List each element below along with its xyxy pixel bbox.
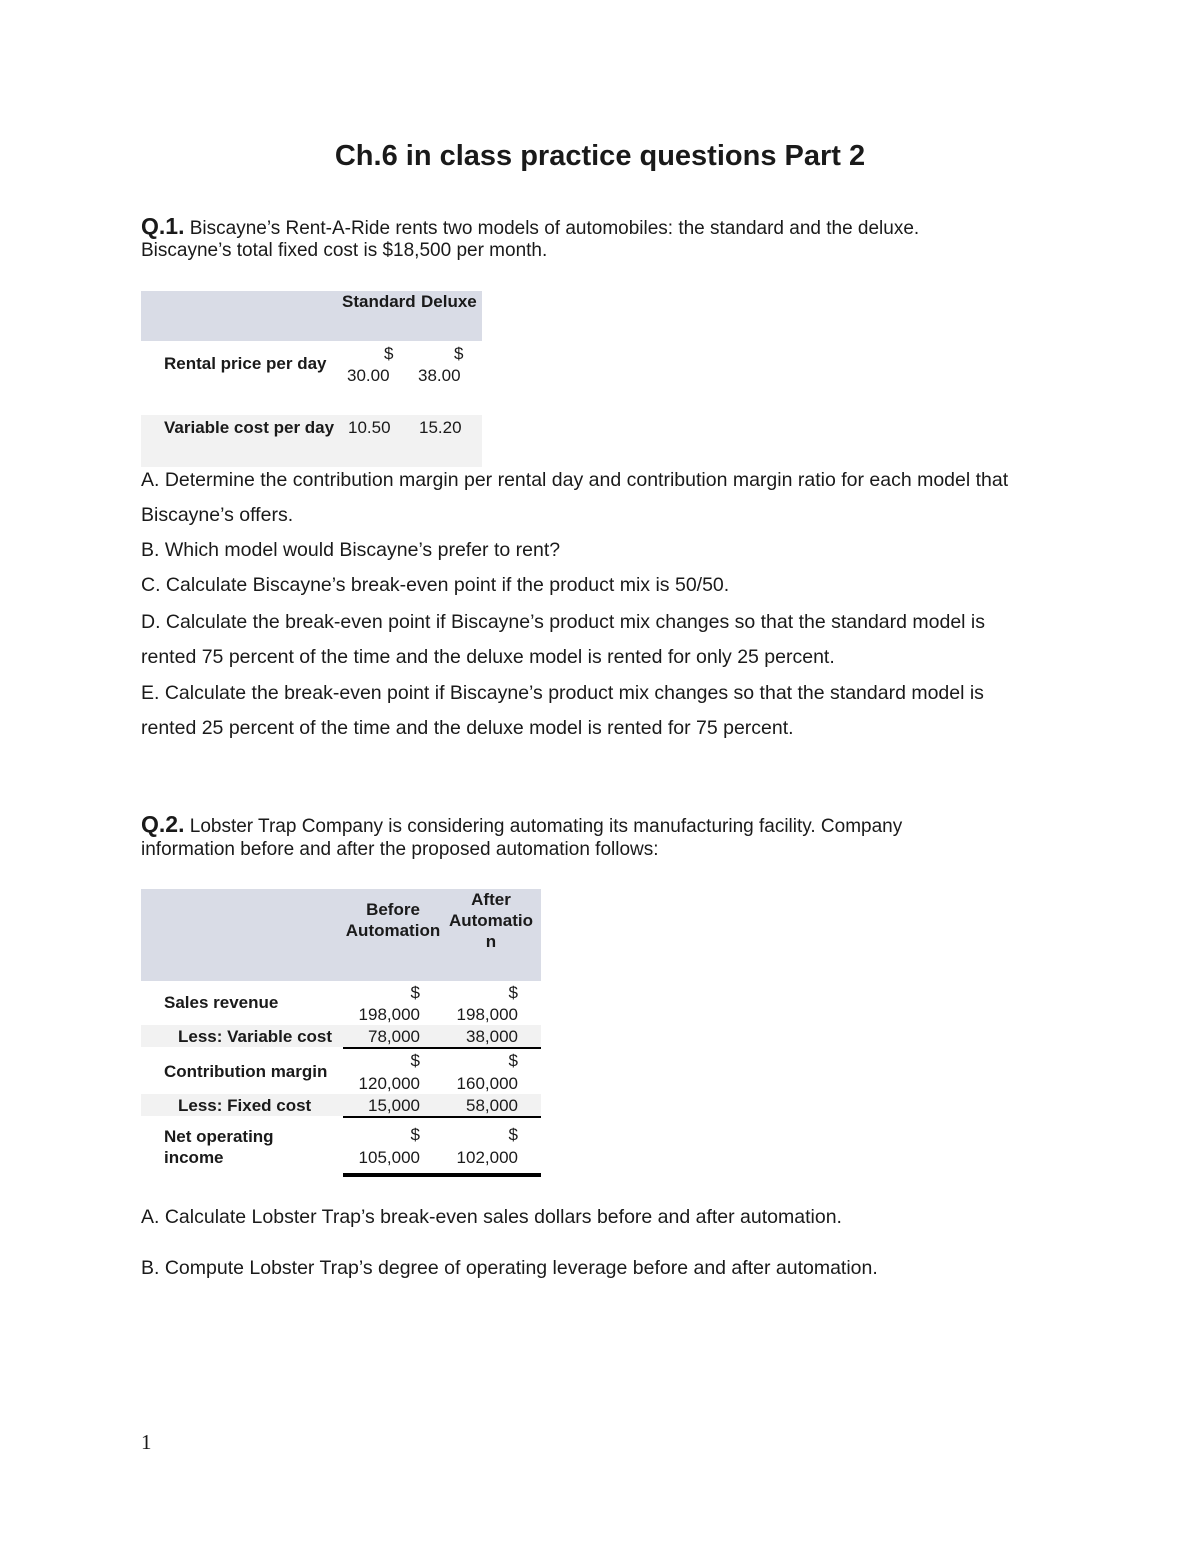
q2-varcost-label: Less: Variable cost	[178, 1027, 333, 1046]
q2-noi-label	[164, 1126, 274, 1168]
page-title: Ch.6 in class practice questions Part 2	[334, 140, 866, 172]
q2-noi-before: 105,000	[358, 1148, 420, 1167]
q2-cm-after-sign: $	[508, 1051, 518, 1070]
q2-rule-varcost	[343, 1047, 541, 1049]
q2-cm-after: 160,000	[456, 1074, 518, 1093]
q2-sales-after: 198,000	[456, 1005, 518, 1024]
q2-intro-line2: information before and after the proposed automation follows:	[141, 839, 659, 860]
q1-line-a2: Biscayne’s offers.	[141, 504, 294, 526]
q2-cm-before: 120,000	[358, 1074, 420, 1093]
q2-intro-line1: Lobster Trap Company is considering automating its manufacturing facility. Company	[189, 816, 903, 837]
q1-col-standard: Standard	[342, 292, 416, 311]
q2-rule-total	[343, 1173, 541, 1177]
q1-line-b: B. Which model would Biscayne’s prefer to rent?	[141, 539, 561, 561]
q2-fixed-after: 58,000	[466, 1096, 518, 1115]
q1-rental-deluxe-sign: $	[454, 344, 464, 363]
q1-intro-line2: Biscayne’s total fixed cost is $18,500 per month.	[141, 240, 548, 261]
page-number: 1	[141, 1430, 152, 1454]
q2-noi-label-line2: income	[164, 1148, 224, 1167]
q1-rental-standard: 30.00	[347, 366, 390, 385]
q1-line-d2: rented 75 percent of the time and the deluxe model is rented for only 25 percent.	[141, 646, 835, 668]
q2-number: Q.2.	[141, 811, 185, 837]
q1-line-a1: A. Determine the contribution margin per rental day and contribution margin ratio for each model that	[141, 469, 1009, 491]
q2-col-before	[343, 899, 443, 941]
q2-sales-label: Sales revenue	[164, 993, 279, 1012]
q2-noi-before-sign: $	[410, 1125, 420, 1144]
q1-line-e2: rented 25 percent of the time and the deluxe model is rented for 75 percent.	[141, 717, 794, 739]
q1-intro	[141, 214, 919, 241]
q2-col-after-line3: n	[485, 932, 497, 951]
q2-noi-after: 102,000	[456, 1148, 518, 1167]
q2-line-b: B. Compute Lobster Trap’s degree of operating leverage before and after automation.	[141, 1257, 878, 1279]
q2-fixed-before: 15,000	[368, 1096, 420, 1115]
q1-row-rental-label: Rental price per day	[164, 354, 327, 373]
q1-col-deluxe: Deluxe	[421, 292, 477, 311]
q2-noi-label-line1: Net operating	[164, 1127, 274, 1146]
q2-rule-fixed	[343, 1116, 541, 1118]
q1-number: Q.1.	[141, 213, 185, 239]
q2-col-before-line2: Automation	[345, 921, 441, 940]
q1-intro-line1: Biscayne’s Rent-A-Ride rents two models of automobiles: the standard and the deluxe.	[189, 218, 920, 239]
q2-sales-before: 198,000	[358, 1005, 420, 1024]
q2-intro	[141, 812, 902, 839]
q1-row-varcost-label: Variable cost per day	[164, 418, 335, 437]
q1-varcost-standard: 10.50	[348, 418, 391, 437]
q1-line-c: C. Calculate Biscayne’s break-even point if the product mix is 50/50.	[141, 574, 730, 596]
q2-cm-before-sign: $	[410, 1051, 420, 1070]
q2-varcost-after: 38,000	[466, 1027, 518, 1046]
q2-col-before-line1: Before	[366, 900, 420, 919]
q2-line-a: A. Calculate Lobster Trap’s break-even sales dollars before and after automation.	[141, 1206, 842, 1228]
q2-col-after-line1: After	[471, 890, 511, 909]
q2-varcost-before: 78,000	[368, 1027, 420, 1046]
q1-rental-deluxe: 38.00	[418, 366, 461, 385]
q1-line-d1: D. Calculate the break-even point if Biscayne’s product mix changes so that the standard model is	[141, 611, 986, 633]
q2-noi-after-sign: $	[508, 1125, 518, 1144]
q2-col-after-line2: Automatio	[448, 911, 534, 930]
q2-sales-before-sign: $	[410, 983, 420, 1002]
q2-fixed-label: Less: Fixed cost	[178, 1096, 312, 1115]
q1-varcost-deluxe: 15.20	[419, 418, 462, 437]
q2-col-after	[443, 889, 539, 952]
q1-rental-standard-sign: $	[384, 344, 394, 363]
q2-sales-after-sign: $	[508, 983, 518, 1002]
q1-line-e1: E. Calculate the break-even point if Biscayne’s product mix changes so that the standard model is	[141, 682, 984, 704]
q2-cm-label: Contribution margin	[164, 1062, 328, 1081]
